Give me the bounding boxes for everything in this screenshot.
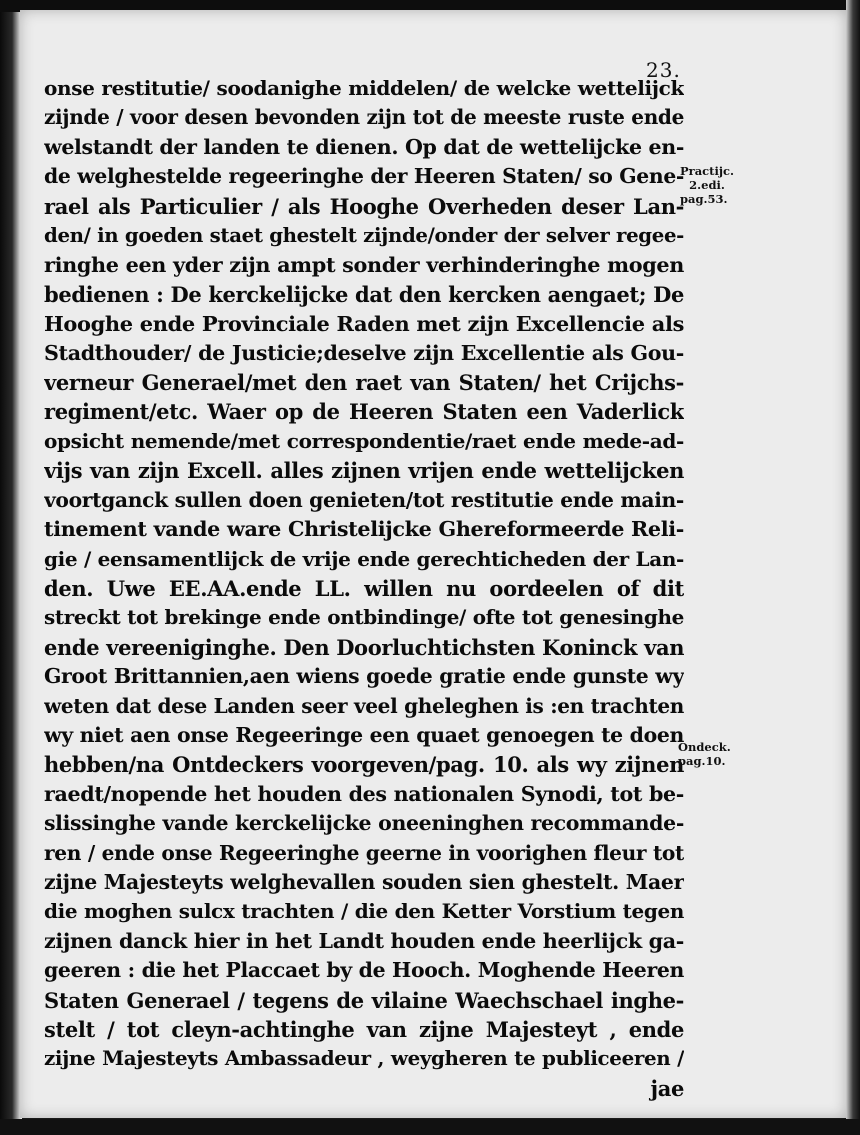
text-line: vijs van zijn Excell. alles zijnen vrijen ende wettelijcken: [44, 458, 684, 484]
text-line: de welghestelde regeeringhe der Heeren Staten/ so Gene-: [44, 164, 684, 189]
text-line: hebben/na Ontdeckers voorgeven/pag. 10. als wy zijnen: [44, 752, 684, 778]
margin-note-line: pag.10.: [678, 754, 726, 768]
book-binding-edge: [0, 0, 22, 1135]
margin-note-ondeck: [678, 740, 731, 768]
text-line: ringhe een yder zijn ampt sonder verhinderinghe mogen: [44, 252, 684, 278]
text-line: den. Uwe EE.AA.ende LL. willen nu oordeelen of dit: [44, 575, 684, 601]
text-line: stelt / tot cleyn-achtinghe van zijne Majesteyt , ende: [44, 1017, 684, 1042]
text-line: zijnde / voor desen bevonden zijn tot de meeste ruste ende: [44, 105, 684, 130]
right-shadow-edge: [846, 0, 860, 1135]
text-line: opsicht nemende/met correspondentie/raet ende mede-ad-: [44, 428, 684, 453]
text-line: zijne Majesteyts Ambassadeur , weygheren te publiceeren /: [44, 1046, 684, 1071]
text-line: Groot Brittannien,aen wiens goede gratie ende gunste wy: [44, 664, 684, 689]
margin-note-line: Ondeck.: [678, 740, 731, 754]
text-line: rael als Particulier / als Hooghe Overheden deser Lan-: [44, 193, 684, 219]
text-line: voortganck sullen doen genieten/tot restitutie ende main-: [44, 487, 684, 512]
text-line: jae: [650, 1075, 684, 1101]
text-line: bedienen : De kerckelijcke dat den kercken aengaet; De: [44, 281, 684, 307]
text-line: Stadthouder/ de Justicie;deselve zijn Excellentie als Gou-: [44, 340, 684, 365]
body-text: [44, 74, 684, 1103]
margin-note-line: 2.edi.: [689, 178, 725, 192]
text-line: wy niet aen onse Regeeringe een quaet genoegen te doen: [44, 722, 684, 747]
bottom-shadow-edge: [0, 1119, 860, 1135]
text-line: den/ in goeden staet ghestelt zijnde/onder der selver regee-: [44, 223, 684, 248]
text-line: Hooghe ende Provinciale Raden met zijn Excellencie als: [44, 311, 684, 337]
text-line: ende vereeniginghe. Den Doorluchtichsten Koninck van: [44, 634, 684, 660]
margin-note-line: Practijc.: [680, 164, 735, 178]
text-line: regiment/etc. Waer op de Heeren Staten een Vaderlick: [44, 399, 684, 425]
text-line: ren / ende onse Regeeringhe geerne in voorighen fleur tot: [44, 840, 684, 865]
margin-note-practijc: [680, 164, 734, 206]
text-line: zijnen danck hier in het Landt houden ende heerlijck ga-: [44, 928, 684, 953]
text-line: verneur Generael/met den raet van Staten/ het Crijchs-: [44, 370, 684, 396]
text-line: raedt/nopende het houden des nationalen Synodi, tot be-: [44, 781, 684, 806]
text-line: gie / eensamentlijck de vrije ende gerechticheden der Lan-: [44, 546, 684, 571]
text-line: streckt tot brekinge ende ontbindinge/ ofte tot genesinghe: [44, 605, 684, 630]
text-line: weten dat dese Landen seer veel gheleghen is :en trachten: [44, 693, 684, 718]
page-number: 23.: [646, 58, 681, 82]
margin-note-line: pag.53.: [680, 192, 728, 206]
text-line: welstandt der landen te dienen. Op dat de wettelijcke en-: [44, 134, 684, 159]
text-line: die moghen sulcx trachten / die den Ketter Vorstium tegen: [44, 899, 684, 924]
text-line: Staten Generael / tegens de vilaine Waechschael inghe-: [44, 987, 684, 1013]
text-line: zijne Majesteyts welghevallen souden sien ghestelt. Maer: [44, 869, 684, 894]
text-line: slissinghe vande kerckelijcke oneeninghen recommande-: [44, 811, 684, 836]
text-line: tinement vande ware Christelijcke Ghereformeerde Reli-: [44, 517, 684, 542]
text-line: onse restitutie/ soodanighe middelen/ de welcke wettelijck: [44, 76, 684, 100]
text-line: geeren : die het Placcaet by de Hooch. Moghende Heeren: [44, 958, 684, 983]
